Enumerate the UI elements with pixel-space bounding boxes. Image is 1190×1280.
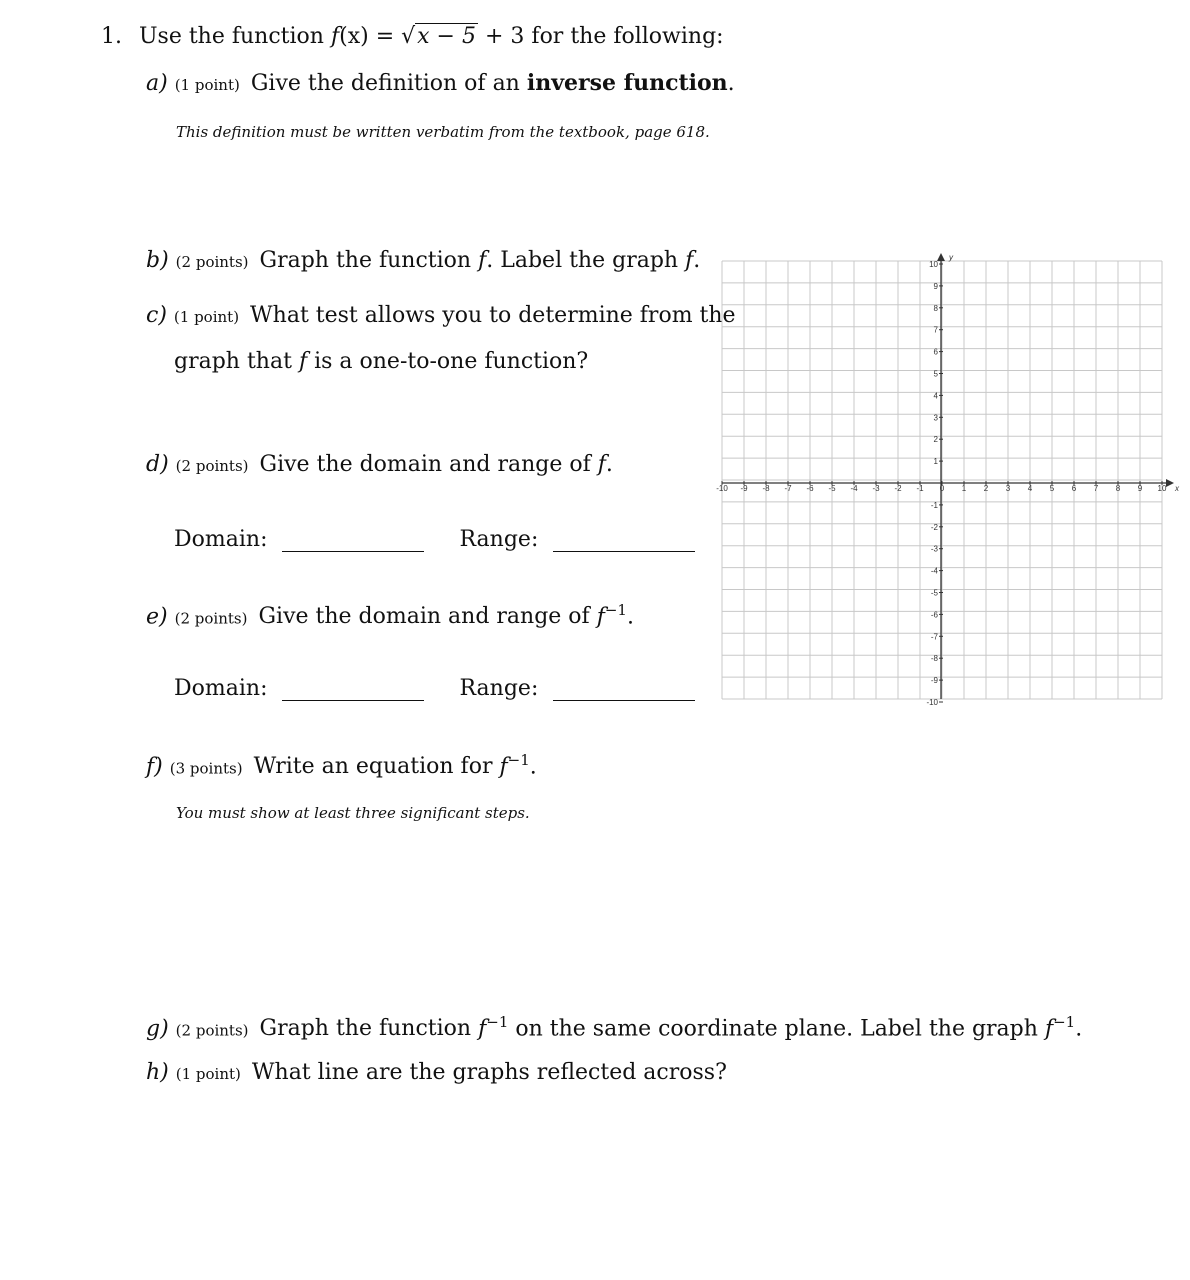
part-d [146,452,613,477]
part-d-range-label: Range: [459,527,539,552]
part-c-line2 [174,349,588,374]
y-tick-label: 3 [933,413,938,423]
y-tick-label: 7 [933,325,938,335]
part-a-period: . [727,71,735,96]
part-f-note: You must show at least three significant steps. [176,804,530,822]
y-tick-label: 9 [933,281,938,291]
plus-constant: + 3 [484,24,525,49]
function-name: f [330,24,340,49]
part-h-points: (1 point) [175,1065,241,1083]
sqrt-symbol: √ [401,24,416,49]
part-e-letter: e) [146,604,168,630]
part-g-var1: f [478,1016,487,1042]
part-c-var: f [298,349,308,374]
x-tick-label: 6 [1071,484,1077,493]
part-e-var: f [596,604,605,630]
y-tick-label: 4 [933,391,938,401]
part-d-domain-blank[interactable] [282,550,424,552]
x-tick-label: -1 [916,484,924,493]
part-b-var2: f [685,248,694,273]
y-tick-label: -6 [930,610,938,620]
part-e-range-label: Range: [459,676,539,701]
part-h [146,1060,727,1085]
part-a [146,70,735,96]
part-c-line2-pre: graph that [174,349,292,374]
y-tick-label: 2 [933,435,938,445]
part-b-points: (2 points) [175,253,249,271]
y-tick-label: -4 [930,566,938,576]
part-a-note: This definition must be written verbatim from the textbook, page 618. [176,123,710,141]
y-tick-label: 6 [933,347,938,357]
x-tick-label: -7 [784,484,792,493]
y-axis-label: y [949,253,953,262]
part-b-var1: f [478,248,487,273]
part-d-range-blank[interactable] [553,550,695,552]
y-tick-label: 10 [929,260,938,269]
part-c-points: (1 point) [173,308,240,326]
part-b-mid: . Label the graph [486,248,679,273]
x-tick-label: -5 [828,484,836,493]
x-tick-label: 9 [1137,484,1143,493]
part-e-answer-row [174,676,695,701]
y-tick-label: 1 [933,457,938,467]
part-c-line1: What test allows you to determine from the [250,303,736,328]
problem-number: 1. [101,24,122,49]
part-e-points: (2 points) [174,609,248,628]
x-tick-label: -10 [716,484,728,493]
part-g-sup1: −1 [486,1013,509,1031]
x-tick-label: 1 [961,484,967,493]
part-d-post: . [605,452,613,477]
function-arg: (x) = [339,24,402,49]
part-a-letter: a) [146,71,168,96]
x-tick-label: 10 [1157,484,1167,493]
part-f-letter: f) [146,754,163,780]
x-tick-label: -3 [872,484,880,493]
grid-lines [722,261,1162,699]
part-a-text: Give the definition of an [250,71,520,96]
x-tick-label: -9 [740,484,748,493]
x-tick-label: -4 [850,484,858,493]
x-tick-label: 5 [1049,484,1055,493]
y-axis-arrow [937,253,945,261]
y-tick-label: -3 [930,544,938,554]
part-g-mid: on the same coordinate plane. Label the graph [515,1016,1038,1042]
part-f-text: Write an equation for [253,754,493,780]
intro-tail: for the following: [531,24,724,49]
part-h-text: What line are the graphs reflected across? [251,1060,727,1085]
x-tick-label: 4 [1027,484,1033,493]
coordinate-plane[interactable] [712,250,1182,705]
part-f-var: f [499,754,508,780]
part-e-range-blank[interactable] [553,699,695,701]
tick-labels [716,253,1180,705]
x-tick-label: -6 [806,484,814,493]
x-tick-label: 7 [1093,484,1099,493]
part-g-var2: f [1044,1016,1054,1042]
y-tick-label: -9 [930,676,938,686]
part-f-sup: −1 [507,751,530,769]
part-d-points: (2 points) [175,457,249,475]
problem-statement [101,24,724,49]
part-h-letter: h) [146,1060,169,1085]
y-tick-label: 8 [933,303,938,313]
x-tick-label: -2 [894,484,902,493]
y-tick-label: -8 [930,654,938,664]
y-tick-label: -7 [930,632,938,642]
part-b-text: Graph the function [259,248,472,273]
sqrt-argument: x − 5 [417,24,476,49]
x-axis-arrow [1166,479,1174,487]
y-tick-label: -5 [930,588,938,598]
part-f-points: (3 points) [169,759,243,778]
part-c-line2-post: is a one-to-one function? [314,349,589,374]
part-b [146,248,700,273]
part-c [146,303,736,328]
y-tick-label: -10 [926,698,938,705]
intro-text: Use the function [139,24,324,49]
part-d-text: Give the domain and range of [259,452,591,477]
x-axis-label: x [1175,484,1179,493]
part-g-sup2: −1 [1053,1013,1076,1031]
y-tick-label: -1 [930,500,938,510]
part-g-text: Graph the function [259,1016,472,1042]
x-tick-label: 8 [1115,484,1121,493]
x-tick-label: 3 [1005,484,1011,493]
part-d-domain-label: Domain: [174,527,268,552]
part-d-var: f [597,452,606,477]
x-tick-label: -8 [762,484,770,493]
part-d-letter: d) [146,452,169,477]
part-e-domain-blank[interactable] [282,699,424,701]
x-tick-label: 2 [983,484,989,493]
part-e-text: Give the domain and range of [258,604,590,630]
part-c-letter: c) [146,303,167,328]
part-d-answer-row [174,527,695,552]
part-e [146,601,634,629]
part-g [146,1013,1082,1041]
part-b-letter: b) [146,248,169,273]
y-tick-label: 5 [933,369,938,379]
part-f [146,751,537,779]
axes [722,253,1174,702]
part-g-points: (2 points) [175,1021,249,1040]
part-e-domain-label: Domain: [174,676,268,701]
part-g-post: . [1075,1016,1083,1042]
part-e-post: . [626,604,634,630]
part-e-sup: −1 [604,601,627,619]
y-tick-label: -2 [930,522,938,532]
part-a-bold-term: inverse function [526,70,728,96]
part-g-letter: g) [146,1016,169,1042]
x-tick-label: 0 [939,484,945,493]
part-f-post: . [529,754,537,780]
part-b-post: . [693,248,701,273]
part-a-points: (1 point) [174,76,240,94]
